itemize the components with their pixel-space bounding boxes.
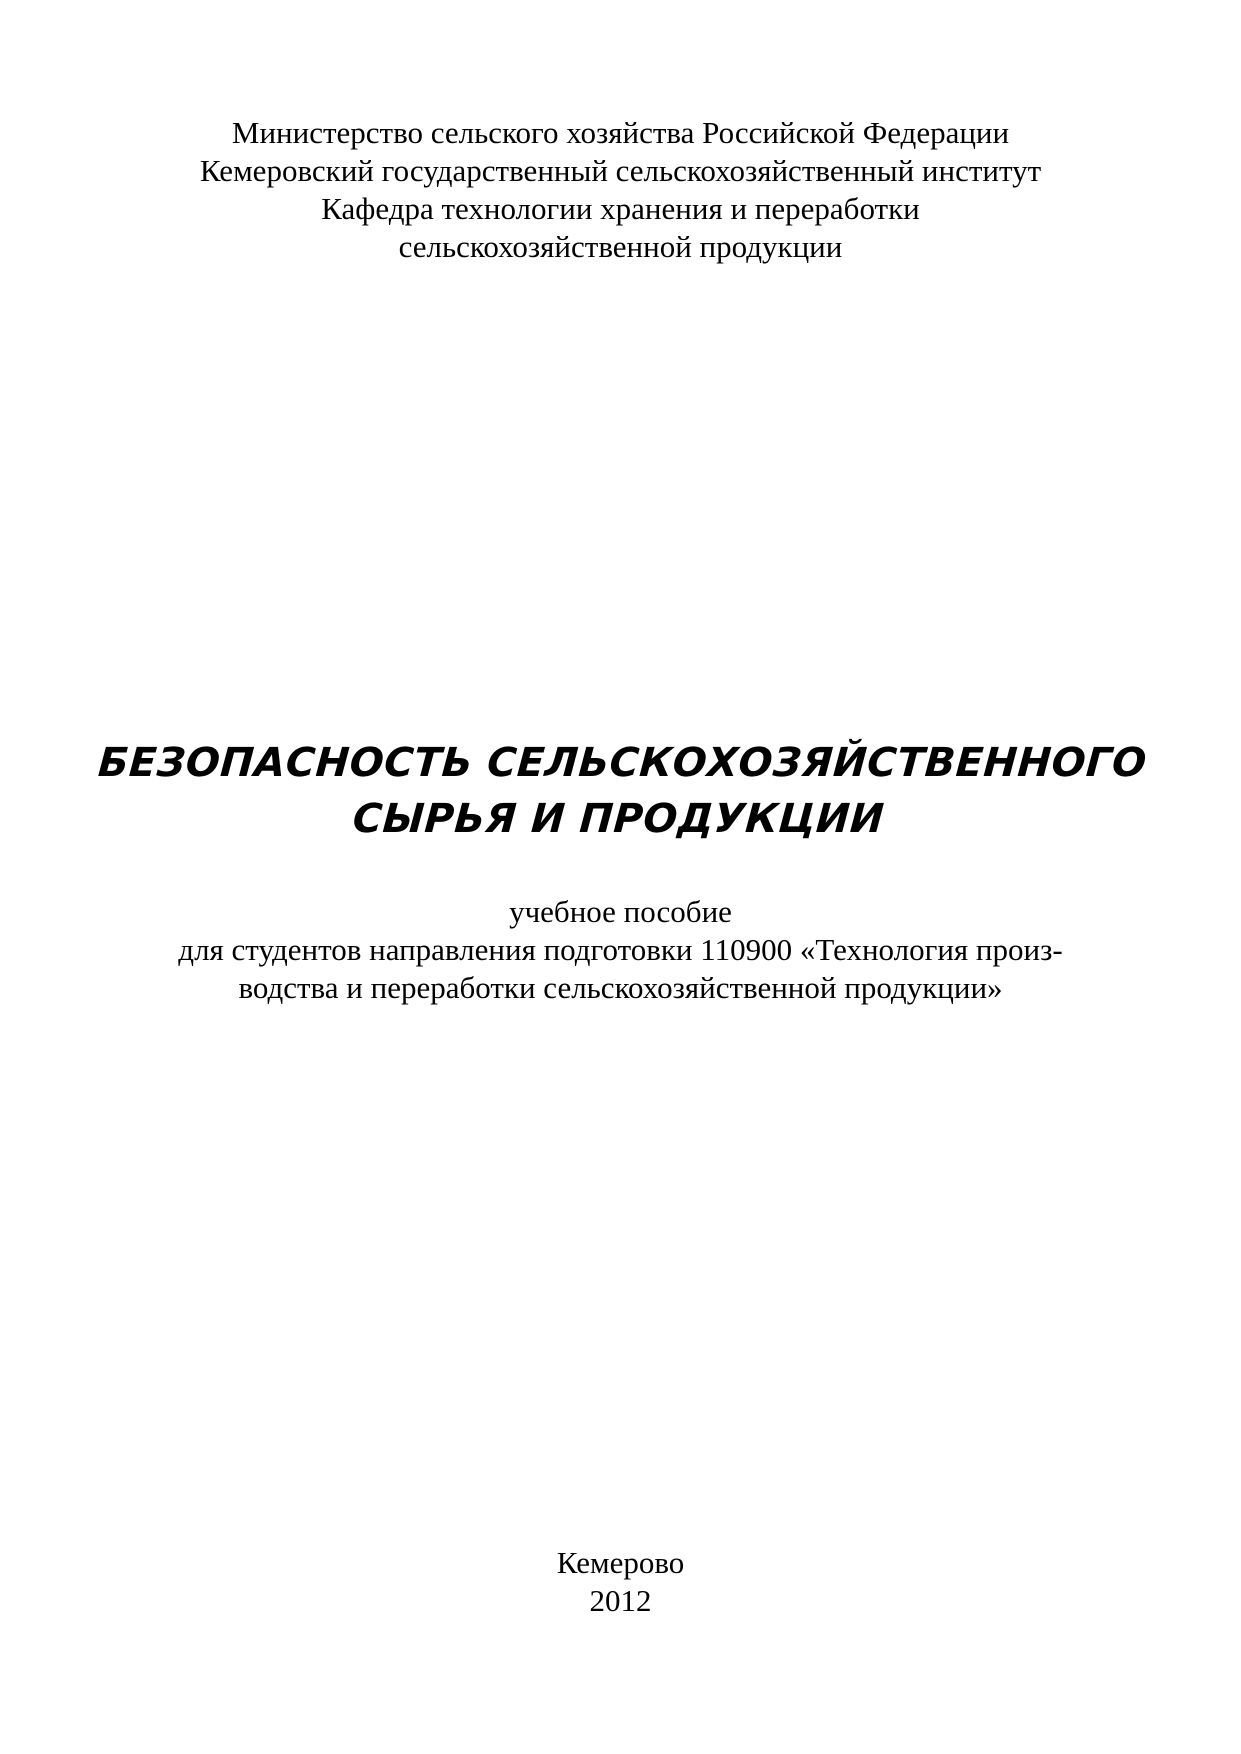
document-title <box>0 735 1241 847</box>
imprint <box>0 1544 1241 1620</box>
audience-line-2: водства и переработки сельскохозяйственной продукции» <box>238 970 1003 1005</box>
title-line-1: БЕЗОПАСНОСТЬ СЕЛЬСКОХОЗЯЙСТВЕННОГО <box>96 740 1149 786</box>
department-line-continued: сельскохозяйственной продукции <box>398 229 843 264</box>
institute-line: Кемеровский государственный сельскохозяйственный институт <box>199 153 1042 188</box>
document-subtitle <box>0 893 1241 1007</box>
imprint-year: 2012 <box>589 1583 652 1618</box>
institution-header <box>0 114 1241 266</box>
ministry-line: Министерство сельского хозяйства Российской Федерации <box>231 115 1010 150</box>
document-type: учебное пособие <box>509 894 732 929</box>
imprint-city: Кемерово <box>556 1545 685 1580</box>
audience-line-1: для студентов направления подготовки 110900 «Технология произ- <box>178 932 1063 967</box>
department-line: Кафедра технологии хранения и переработки <box>321 191 920 226</box>
title-line-2: СЫРЬЯ И ПРОДУКЦИИ <box>351 796 886 842</box>
